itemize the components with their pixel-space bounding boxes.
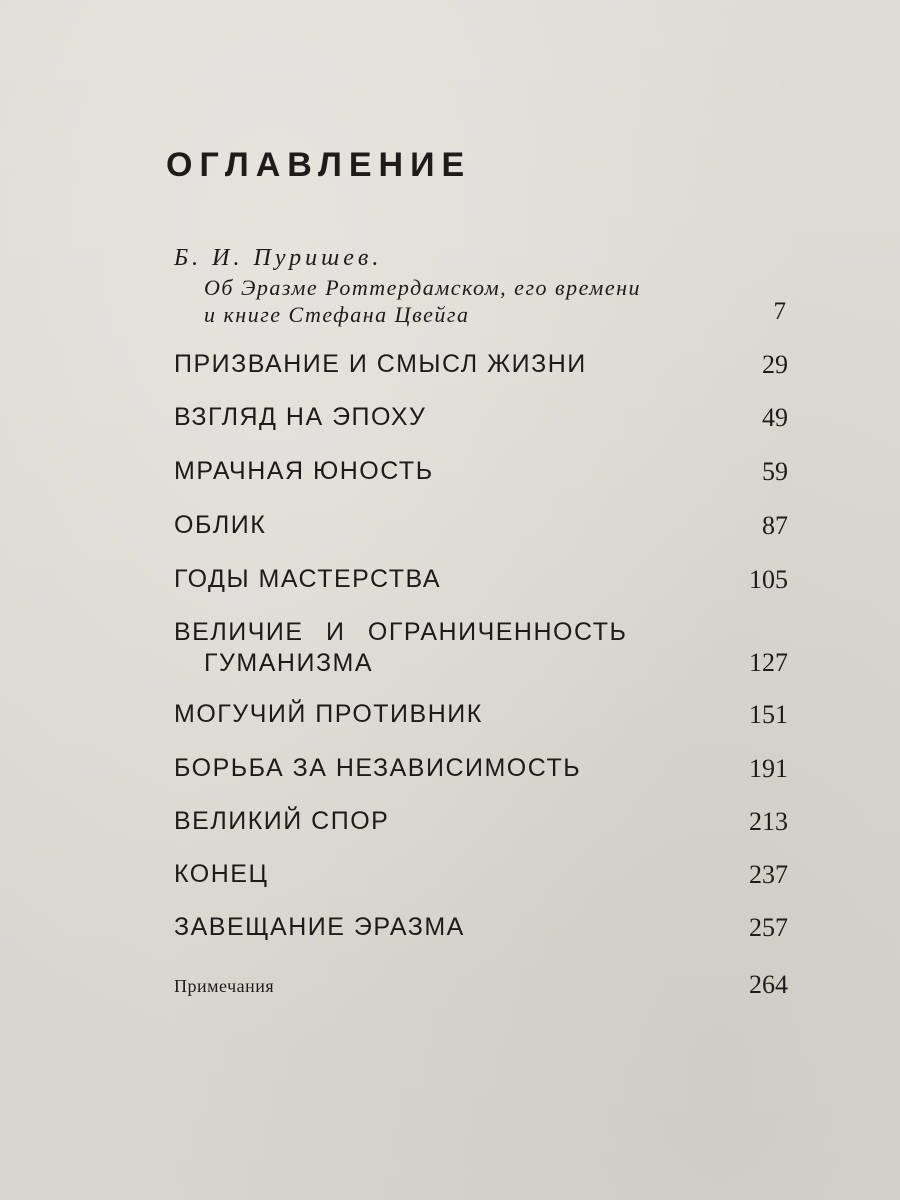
chapter-title-line-2: ГУМАНИЗМА [204,649,374,677]
notes-page-number: 264 [749,970,788,999]
chapter-page-number: 87 [762,511,788,540]
chapter-title: ВЗГЛЯД НА ЭПОХУ [174,403,427,431]
chapter-page-number: 29 [762,350,788,379]
chapter-title: ГОДЫ МАСТЕРСТВА [174,565,442,593]
toc-entry [174,511,788,551]
toc-entry [174,457,788,497]
chapter-page-number: 105 [749,565,788,594]
foreword-author: Б. И. Пуришев. [174,245,383,271]
toc-entry [174,403,788,443]
chapter-title: ПРИЗВАНИЕ И СМЫСЛ ЖИЗНИ [174,350,587,378]
foreword-title-line-2: и книге Стефана Цвейга [204,302,470,327]
chapter-title: ЗАВЕЩАНИЕ ЭРАЗМА [174,913,465,941]
toc-entry [174,350,788,390]
toc-entry [174,700,788,740]
toc-entry [174,913,788,953]
chapter-page-number: 127 [749,648,788,677]
chapter-page-number: 59 [762,457,788,486]
contents-heading: ОГЛАВЛЕНИЕ [166,146,472,184]
foreword-page-number: 7 [773,298,786,325]
chapter-page-number: 213 [749,807,788,836]
chapter-page-number: 49 [762,403,788,432]
notes-title: Примечания [174,976,275,996]
toc-entry [174,807,788,847]
toc-entry [174,618,788,688]
chapter-title-line-1: ВЕЛИЧИЕ И ОГРАНИЧЕННОСТЬ [174,618,628,646]
chapter-title: МОГУЧИЙ ПРОТИВНИК [174,700,483,728]
toc-entry-notes [174,970,788,1010]
chapter-title: ВЕЛИКИЙ СПОР [174,807,390,835]
toc-entry [174,860,788,900]
chapter-title: МРАЧНАЯ ЮНОСТЬ [174,457,434,485]
toc-entry [174,754,788,794]
chapter-title: БОРЬБА ЗА НЕЗАВИСИМОСТЬ [174,754,582,782]
chapter-title: ОБЛИК [174,511,267,539]
chapter-page-number: 237 [749,860,788,889]
chapter-page-number: 191 [749,754,788,783]
chapter-title: КОНЕЦ [174,860,269,888]
chapter-page-number: 151 [749,700,788,729]
chapter-page-number: 257 [749,913,788,942]
toc-entry [174,565,788,605]
foreword-title-line-1: Об Эразме Роттердамском, его времени [204,275,642,300]
